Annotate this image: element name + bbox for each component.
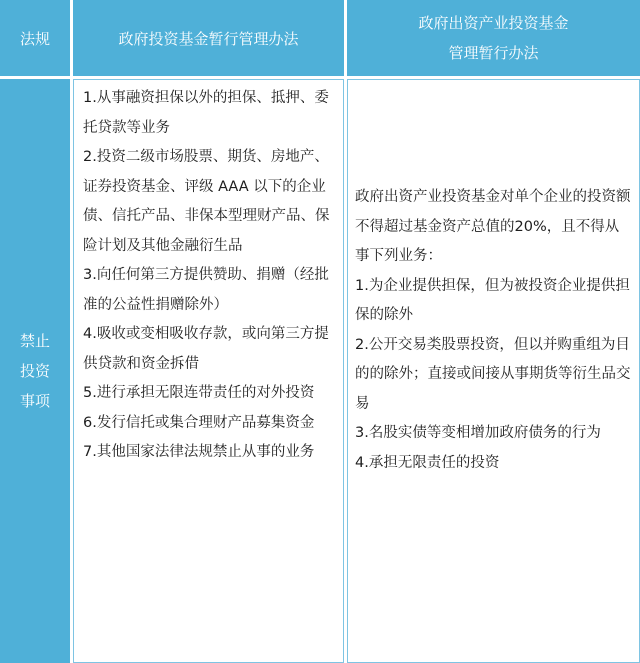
row-label-line: 事项 bbox=[19, 392, 50, 410]
header-b-line1: 政府出资产业投资基金 bbox=[418, 14, 569, 32]
cell-industry-fund-rules bbox=[347, 79, 640, 663]
rule-item: 2.公开交易类股票投资，但以并购重组为目的的除外；直接或间接从事期货等衍生品交易 bbox=[355, 336, 631, 412]
rule-item: 1.为企业提供担保，但为被投资企业提供担保的除外 bbox=[355, 277, 630, 323]
row-label-line: 投资 bbox=[19, 362, 50, 380]
rule-item: 3.名股实债等变相增加政府债务的行为 bbox=[355, 425, 601, 441]
rule-intro: 政府出资产业投资基金对单个企业的投资额不得超过基金资产总值的20%，且不得从事下列业务： bbox=[355, 189, 631, 264]
header-government-investment-fund bbox=[73, 0, 344, 76]
row-label-prohibited-investments bbox=[0, 79, 70, 663]
header-a-label: 政府投资基金暂行管理办法 bbox=[118, 29, 299, 48]
rule-item: 1.从事融资担保以外的担保、抵押、委托贷款等业务 bbox=[83, 90, 329, 136]
rule-item: 3.向任何第三方提供赞助、捐赠（经批准的公益性捐赠除外） bbox=[83, 267, 329, 313]
rule-item: 4.吸收或变相吸收存款，或向第三方提供贷款和资金拆借 bbox=[83, 326, 329, 372]
rule-item: 7.其他国家法律法规禁止从事的业务 bbox=[83, 444, 315, 460]
cell-government-fund-rules bbox=[73, 79, 344, 663]
header-b-line2: 管理暂行办法 bbox=[448, 44, 539, 62]
rule-item: 6.发行信托或集合理财产品募集资金 bbox=[83, 414, 315, 431]
header-law-label: 法规 bbox=[19, 29, 50, 48]
header-industry-investment-fund bbox=[347, 0, 640, 76]
row-label-line: 禁止 bbox=[19, 332, 50, 350]
rule-item: 5.进行承担无限连带责任的对外投资 bbox=[83, 385, 315, 401]
header-law bbox=[0, 0, 70, 76]
rule-item: 4.承担无限责任的投资 bbox=[355, 454, 500, 471]
rule-item: 2.投资二级市场股票、期货、房地产、证券投资基金、评级 AAA 以下的企业债、信托产品、非保本型理财产品、保险计划及其他金融衍生品 bbox=[83, 149, 330, 254]
